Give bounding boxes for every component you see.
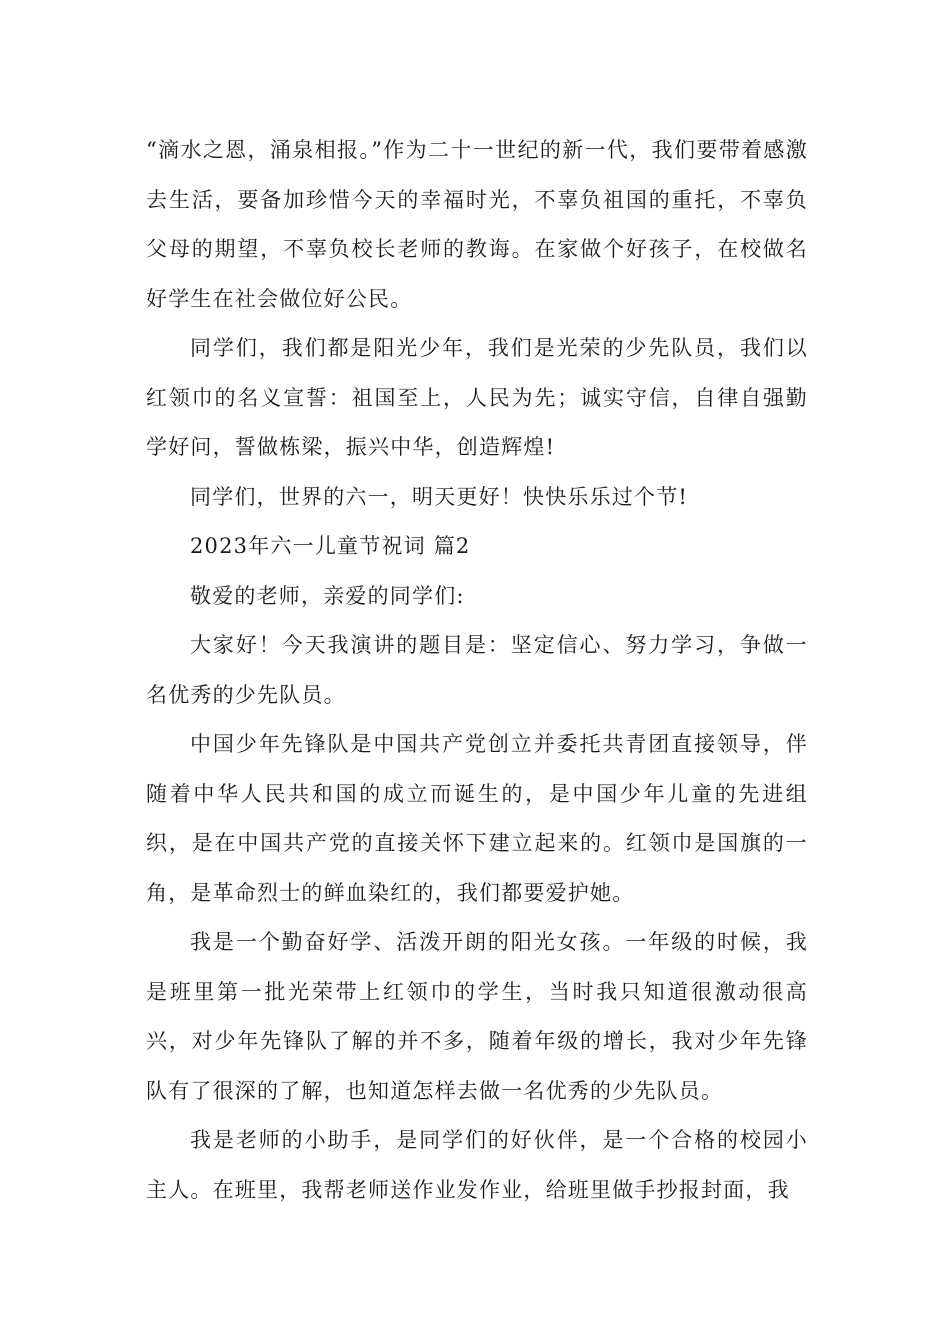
document-body — [146, 126, 808, 1215]
paragraph-closing-wish: 同学们，世界的六一，明天更好！快快乐乐过个节! — [190, 484, 689, 509]
paragraph-salutation: 敬爱的老师，亲爱的同学们: — [190, 583, 465, 608]
paragraph-continuation: “滴水之恩，涌泉相报。”作为二十一世纪的新一代，我们要带着感激去生活，要备加珍惜今天的幸福时光，不辜负祖国的重托，不辜负父母的期望，不辜负校长老师的教诲。在家做个好孩子，在校做名好学生在社会做位好公民。 — [146, 138, 808, 311]
paragraph-helper: 我是老师的小助手，是同学们的好伙伴，是一个合格的校园小主人。在班里，我帮老师送作业发作业，给班里做手抄报封面，我 — [146, 1128, 808, 1202]
paragraph-pledge: 同学们，我们都是阳光少年，我们是光荣的少先队员，我们以红领巾的名义宣誓：祖国至上，人民为先；诚实守信，自律自强勤学好问，誓做栋梁，振兴中华，创造辉煌! — [146, 336, 808, 459]
paragraph-greeting: 大家好！今天我演讲的题目是：坚定信心、努力学习，争做一名优秀的少先队员。 — [146, 633, 808, 707]
paragraph-pioneers-intro: 中国少年先锋队是中国共产党创立并委托共青团直接领导，伴随着中华人民共和国的成立而诞生的，是中国少年儿童的先进组织，是在中国共产党的直接关怀下建立起来的。红领巾是国旗的一角，是革命烈士的鲜血染红的，我们都要爱护她。 — [146, 732, 808, 905]
paragraph-self-intro: 我是一个勤奋好学、活泼开朗的阳光女孩。一年级的时候，我是班里第一批光荣带上红领巾的学生，当时我只知道很激动很高兴，对少年先锋队了解的并不多，随着年级的增长，我对少年先锋队有了很深的了解，也知道怎样去做一名优秀的少先队员。 — [146, 930, 808, 1103]
section-heading: 2023年六一儿童节祝词 篇2 — [190, 534, 471, 558]
